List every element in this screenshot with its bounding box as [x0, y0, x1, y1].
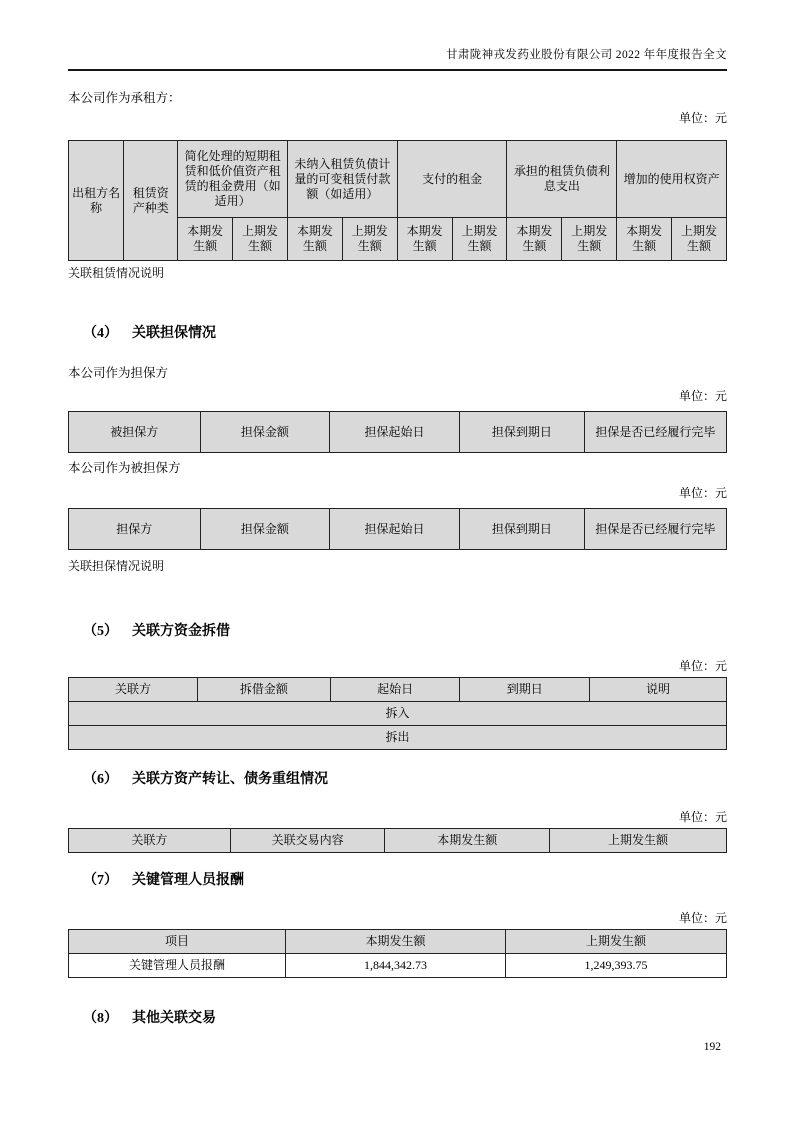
lease-sub-header: 本期发生额: [287, 218, 342, 261]
lease-sub-header: 本期发生额: [178, 218, 233, 261]
compensation-table: [68, 929, 727, 978]
transfer-table: [68, 828, 727, 853]
lease-group-header: 支付的租金: [397, 141, 507, 218]
table-header-cell: 关联方: [69, 678, 198, 702]
lease-group-header: 增加的使用权资产: [617, 141, 727, 218]
lease-sub-header: 上期发生额: [452, 218, 507, 261]
table-header-cell: 说明: [590, 678, 727, 702]
table-header-cell: 担保方: [69, 509, 201, 550]
table-header-cell: 担保金额: [200, 412, 330, 453]
unit-label: 单位：元: [678, 911, 727, 925]
table-header-cell: 被担保方: [69, 412, 201, 453]
unit-label: 单位：元: [678, 111, 727, 125]
table-header-cell: 担保是否已经履行完毕: [584, 509, 726, 550]
unit-label: 单位：元: [678, 810, 727, 824]
table-header-cell: 上期发生额: [505, 930, 726, 954]
section-title: 其他关联交易: [132, 1011, 216, 1026]
lease-sub-header: 本期发生额: [397, 218, 452, 261]
lease-sub-header: 上期发生额: [342, 218, 397, 261]
section-number: （8）: [83, 1011, 118, 1026]
section-title: 关联方资金拆借: [132, 624, 230, 639]
section-heading-other: [68, 1009, 727, 1029]
table-header-cell: 担保金额: [200, 509, 330, 550]
section-title: 关联担保情况: [132, 326, 216, 341]
table-header-cell: 担保到期日: [459, 412, 584, 453]
lending-table: [68, 677, 727, 750]
lease-col-lessor: 出租方名称: [69, 141, 124, 261]
section-heading-lending: [68, 622, 727, 642]
section-number: （6）: [83, 772, 118, 787]
unit-label: 单位：元: [678, 486, 727, 500]
table-header-cell: 到期日: [460, 678, 590, 702]
section-number: （4）: [83, 326, 118, 341]
section-number: （7）: [83, 873, 118, 888]
lease-note: 关联租赁情况说明: [68, 266, 165, 280]
table-header-cell: 担保到期日: [459, 509, 584, 550]
unit-label: 单位：元: [678, 659, 727, 673]
header-divider: [68, 69, 727, 71]
lease-group-header: 简化处理的短期租赁和低价值资产租赁的租金费用（如适用）: [178, 141, 288, 218]
lessee-intro: 本公司作为承租方：: [68, 91, 181, 105]
table-header-cell: 上期发生额: [549, 829, 726, 853]
table-header-cell: 担保起始日: [330, 412, 460, 453]
lease-group-header: 承担的租赁负债利息支出: [507, 141, 617, 218]
table-header-cell: 关联方: [69, 829, 231, 853]
report-title: 甘肃陇神戎发药业股份有限公司 2022 年年度报告全文: [445, 49, 727, 61]
table-header-cell: 起始日: [330, 678, 460, 702]
table-row: 拆出: [69, 726, 727, 750]
lease-sub-header: 本期发生额: [507, 218, 562, 261]
compensation-item-cell: 关键管理人员报酬: [69, 954, 286, 978]
table-header-cell: 项目: [69, 930, 286, 954]
table-header-cell: 本期发生额: [385, 829, 550, 853]
section-title: 关联方资产转让、债务重组情况: [132, 772, 328, 787]
lease-sub-header: 上期发生额: [562, 218, 617, 261]
table-header-cell: 担保起始日: [330, 509, 460, 550]
section-heading-compensation: [68, 871, 727, 891]
section-heading-guarantee: [68, 324, 727, 344]
guarantor-table: [68, 411, 727, 453]
as-guarantor-line: 本公司作为担保方: [68, 366, 169, 380]
as-warrantee-line: 本公司作为被担保方: [68, 461, 181, 475]
lease-sub-header: 本期发生额: [617, 218, 672, 261]
lease-sub-header: 上期发生额: [672, 218, 727, 261]
page-number: 192: [703, 1041, 721, 1053]
lease-group-header: 未纳入租赁负债计量的可变租赁付款额（如适用）: [287, 141, 397, 218]
lease-table: [68, 140, 727, 261]
section-heading-transfer: [68, 770, 727, 790]
table-header-cell: 担保是否已经履行完毕: [584, 412, 726, 453]
section-number: （5）: [83, 624, 118, 639]
compensation-prior-cell: 1,249,393.75: [505, 954, 726, 978]
lease-sub-header: 上期发生额: [233, 218, 288, 261]
table-header-cell: 本期发生额: [286, 930, 506, 954]
warrantee-table: [68, 508, 727, 550]
table-header-cell: 关联交易内容: [230, 829, 385, 853]
lease-col-asset-type: 租赁资产种类: [124, 141, 178, 261]
table-row: 拆入: [69, 702, 727, 726]
unit-label: 单位：元: [678, 389, 727, 403]
compensation-current-cell: 1,844,342.73: [286, 954, 506, 978]
table-header-cell: 拆借金额: [197, 678, 330, 702]
section-title: 关键管理人员报酬: [132, 873, 244, 888]
guarantee-note: 关联担保情况说明: [68, 559, 165, 573]
